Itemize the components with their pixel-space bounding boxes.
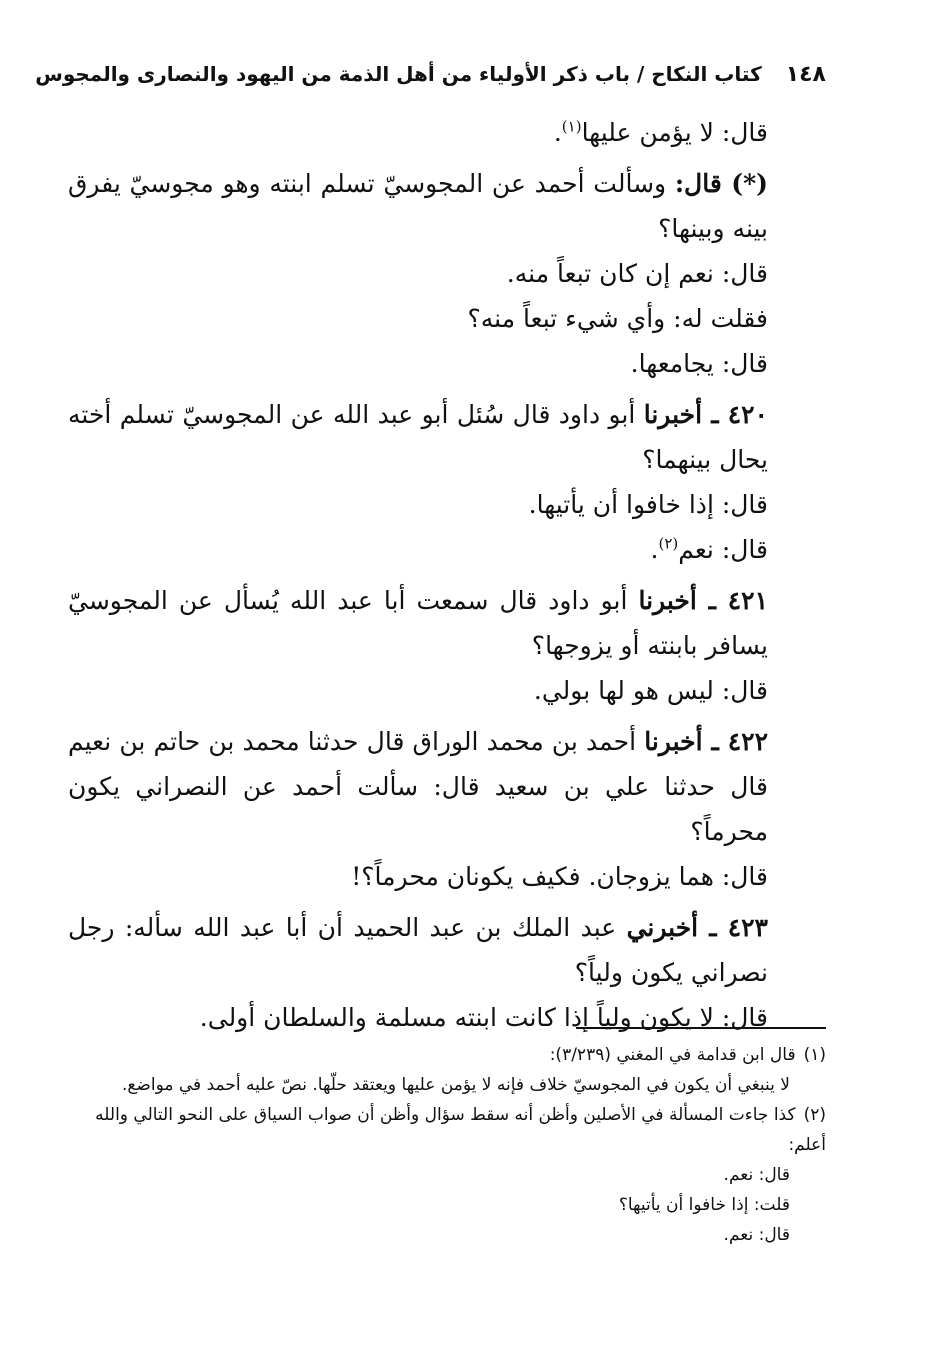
paragraph bbox=[68, 251, 826, 296]
footnotes bbox=[70, 1040, 826, 1250]
footnote-text: كذا جاءت المسألة في الأصلين وأظن أنه سقط سؤال وأظن أن صواب السياق على النحو التالي والله أعلم: bbox=[95, 1105, 826, 1155]
header-title: كتاب النكاح / باب ذكر الأولياء من أهل الذمة من اليهود والنصارى والمجوس bbox=[35, 62, 762, 86]
numbered-report-423 bbox=[68, 905, 826, 995]
footnote-2-line: قال: نعم. bbox=[723, 1225, 790, 1245]
report-number: ٤٢١ ـ أخبرنا bbox=[638, 586, 769, 615]
paragraph-text: قال: ليس هو لها بولي. bbox=[533, 676, 768, 705]
report-number: ٤٢٣ ـ أخبرني bbox=[626, 913, 768, 942]
paragraph-text: قال: إذا خافوا أن يأتيها. bbox=[528, 490, 768, 519]
footnote-number: (٢) bbox=[803, 1105, 826, 1125]
footnote-1 bbox=[70, 1040, 826, 1070]
footnote-ref-1[interactable]: (١) bbox=[561, 117, 582, 136]
page-number: ١٤٨ bbox=[785, 61, 826, 87]
paragraph bbox=[68, 296, 826, 341]
footnote-number: (١) bbox=[803, 1045, 826, 1065]
paragraph-text: قال: يجامعها. bbox=[630, 349, 768, 378]
paragraph bbox=[68, 161, 826, 251]
footnote-2-line: قلت: إذا خافوا أن يأتيها؟ bbox=[618, 1195, 790, 1215]
numbered-report-420 bbox=[68, 392, 826, 482]
paragraph bbox=[68, 527, 826, 572]
paragraph-text: أبو داود قال سمعت أبا عبد الله يُسأل عن المجوسيّ يسافر بابنته أو يزوجها؟ bbox=[68, 586, 768, 660]
numbered-report-422 bbox=[68, 719, 826, 854]
paragraph-end: . bbox=[553, 118, 562, 147]
paragraph-text: أحمد بن محمد الوراق قال حدثنا محمد بن حاتم بن نعيم قال حدثنا علي بن سعيد قال: سألت أحمد عن النصراني يكون محرماً؟ bbox=[68, 727, 768, 846]
paragraph bbox=[68, 995, 826, 1040]
running-header bbox=[35, 54, 826, 94]
paragraph-text: قال: نعم bbox=[678, 535, 768, 564]
paragraph-end: . bbox=[650, 535, 659, 564]
footnote-separator bbox=[576, 1027, 826, 1029]
paragraph-text: قال: نعم إن كان تبعاً منه. bbox=[506, 259, 768, 288]
paragraph bbox=[68, 341, 826, 386]
footnote-1-body: لا ينبغي أن يكون في المجوسيّ خلاف فإنه لا يؤمن عليها ويعتقد حلّها. نصّ عليه أحمد في مواضع. bbox=[121, 1075, 790, 1095]
paragraph bbox=[68, 668, 826, 713]
footnote-ref-2[interactable]: (٢) bbox=[658, 534, 679, 553]
paragraph bbox=[68, 110, 826, 155]
paragraph-text: قال: لا يؤمن عليها bbox=[581, 118, 768, 147]
paragraph-text: وسألت أحمد عن المجوسيّ تسلم ابنته وهو مجوسيّ يفرق بينه وبينها؟ bbox=[68, 169, 768, 243]
footnote-text: قال ابن قدامة في المغني (٣/٢٣٩): bbox=[549, 1045, 796, 1065]
paragraph-text: قال: هما يزوجان. فكيف يكونان محرماً؟! bbox=[351, 862, 768, 891]
footnote-2 bbox=[70, 1100, 826, 1160]
paragraph bbox=[68, 854, 826, 899]
paragraph-text: قال: لا يكون ولياً إذا كانت ابنته مسلمة والسلطان أولى. bbox=[199, 1003, 768, 1032]
paragraph bbox=[68, 482, 826, 527]
numbered-report-421 bbox=[68, 578, 826, 668]
paragraph-text: أبو داود قال سُئل أبو عبد الله عن المجوسيّ تسلم أخته يحال بينهما؟ bbox=[68, 400, 768, 474]
report-number: ٤٢٢ ـ أخبرنا bbox=[644, 727, 769, 756]
main-text bbox=[68, 110, 826, 1040]
paragraph-lead: (*) قال: bbox=[674, 169, 768, 198]
footnote-2-line: قال: نعم. bbox=[723, 1165, 790, 1185]
paragraph-text: عبد الملك بن عبد الحميد أن أبا عبد الله سأله: رجل نصراني يكون ولياً؟ bbox=[68, 913, 768, 987]
paragraph-text: فقلت له: وأي شيء تبعاً منه؟ bbox=[467, 304, 768, 333]
report-number: ٤٢٠ ـ أخبرنا bbox=[643, 400, 768, 429]
